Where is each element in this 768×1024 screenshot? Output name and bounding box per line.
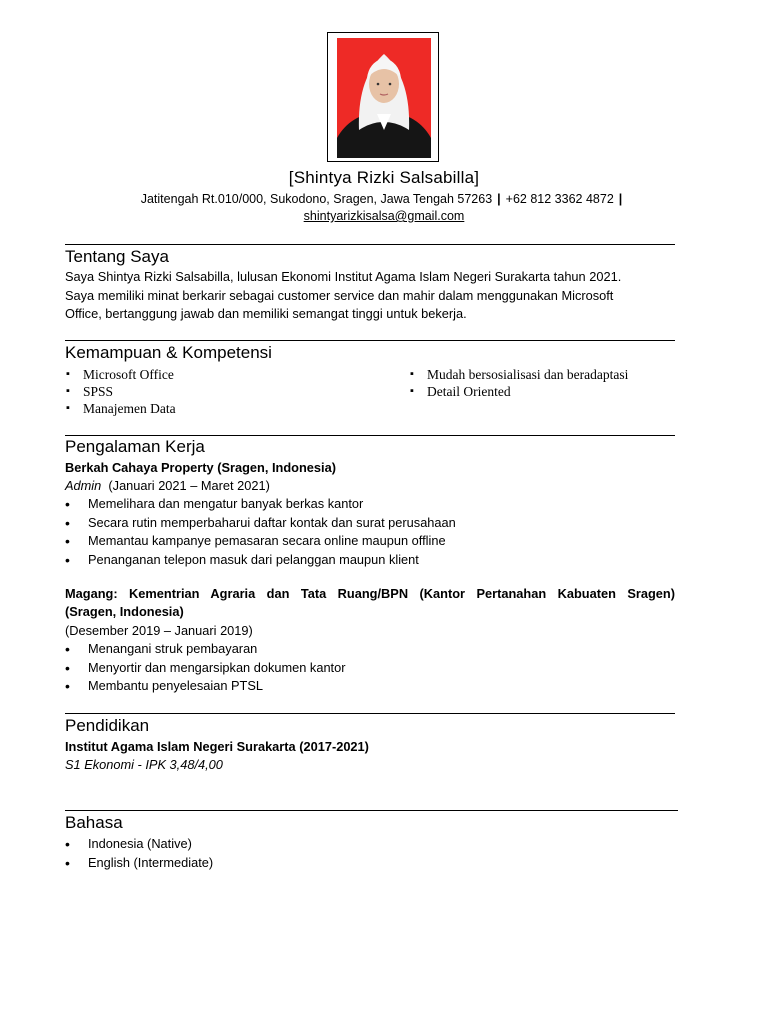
job1-role-period: [65, 477, 270, 496]
education-heading: Pendidikan: [65, 716, 150, 735]
profile-photo-illustration: [337, 38, 431, 158]
contact-line: [0, 192, 768, 206]
job1-task: • Secara rutin memperbaharui daftar kontak dan surat perusahaan: [65, 514, 675, 533]
job1-company: Berkah Cahaya Property (Sragen, Indonesia): [65, 460, 336, 475]
skill-item: ▪ Microsoft Office: [66, 366, 176, 383]
languages-heading: Bahasa: [65, 813, 123, 832]
skill-item: ▪ SPSS: [66, 383, 176, 400]
job2-company-line1: Magang: Kementrian Agraria dan Tata Ruang/BPN (Kantor Pertanahan Kabuaten Sragen): [65, 586, 675, 601]
skill-item: ▪ Manajemen Data: [66, 400, 176, 417]
email-link[interactable]: shintyarizkisalsa@gmail.com: [303, 209, 465, 223]
experience-heading: Pengalaman Kerja: [65, 437, 205, 456]
job1-task: • Memantau kampanye pemasaran secara online maupun offline: [65, 532, 675, 551]
about-text: [65, 268, 675, 324]
profile-photo-frame: [327, 32, 439, 162]
candidate-name: [Shintya Rizki Salsabilla]: [288, 168, 480, 187]
language-item: • Indonesia (Native): [65, 835, 675, 854]
job1-task: • Penanganan telepon masuk dari pelanggan maupun klient: [65, 551, 675, 570]
job2-task: • Menangani struk pembayaran: [65, 640, 675, 659]
skill-item: ▪ Detail Oriented: [410, 383, 628, 400]
section-divider: [65, 713, 675, 714]
skills-list-right: [410, 366, 628, 400]
job1-period: (Januari 2021 – Maret 2021): [108, 478, 270, 493]
separator: |: [618, 192, 623, 206]
job2-task: • Membantu penyelesaian PTSL: [65, 677, 675, 696]
education-degree: S1 Ekonomi - IPK 3,48/4,00: [65, 757, 223, 772]
about-line: Saya memiliki minat berkarir sebagai customer service dan mahir dalam menggunakan Microsoft: [65, 287, 614, 303]
skills-list-left: [66, 366, 176, 417]
job2-tasks: [65, 640, 675, 696]
about-heading: Tentang Saya: [65, 247, 169, 266]
about-line: Saya Shintya Rizki Salsabilla, lulusan Ekonomi Institut Agama Islam Negeri Surakarta tahun 2021.: [65, 269, 622, 284]
job2-period: (Desember 2019 – Januari 2019): [65, 623, 253, 638]
job2-task: • Menyortir dan mengarsipkan dokumen kantor: [65, 659, 675, 678]
job1-role: Admin: [65, 478, 102, 493]
language-item: • English (Intermediate): [65, 854, 675, 873]
job2-company-line2: (Sragen, Indonesia): [65, 604, 184, 619]
phone: +62 812 3362 4872: [505, 192, 614, 206]
education-school: Institut Agama Islam Negeri Surakarta (2017-2021): [65, 739, 369, 754]
section-divider: [65, 244, 675, 245]
section-divider: [65, 810, 678, 811]
job1-task: • Memelihara dan mengatur banyak berkas kantor: [65, 495, 675, 514]
skills-heading: Kemampuan & Kompetensi: [65, 343, 272, 362]
address: Jatitengah Rt.010/000, Sukodono, Sragen, Jawa Tengah 57263: [140, 192, 493, 206]
section-divider: [65, 340, 675, 341]
section-divider: [65, 435, 675, 436]
languages-list: [65, 835, 675, 872]
separator: |: [497, 192, 501, 206]
job1-tasks: [65, 495, 675, 569]
profile-photo: [337, 38, 431, 158]
about-line: Office, bertanggung jawab dan memiliki semangat tinggi untuk bekerja.: [65, 306, 467, 321]
skill-item: ▪ Mudah bersosialisasi dan beradaptasi: [410, 366, 628, 383]
